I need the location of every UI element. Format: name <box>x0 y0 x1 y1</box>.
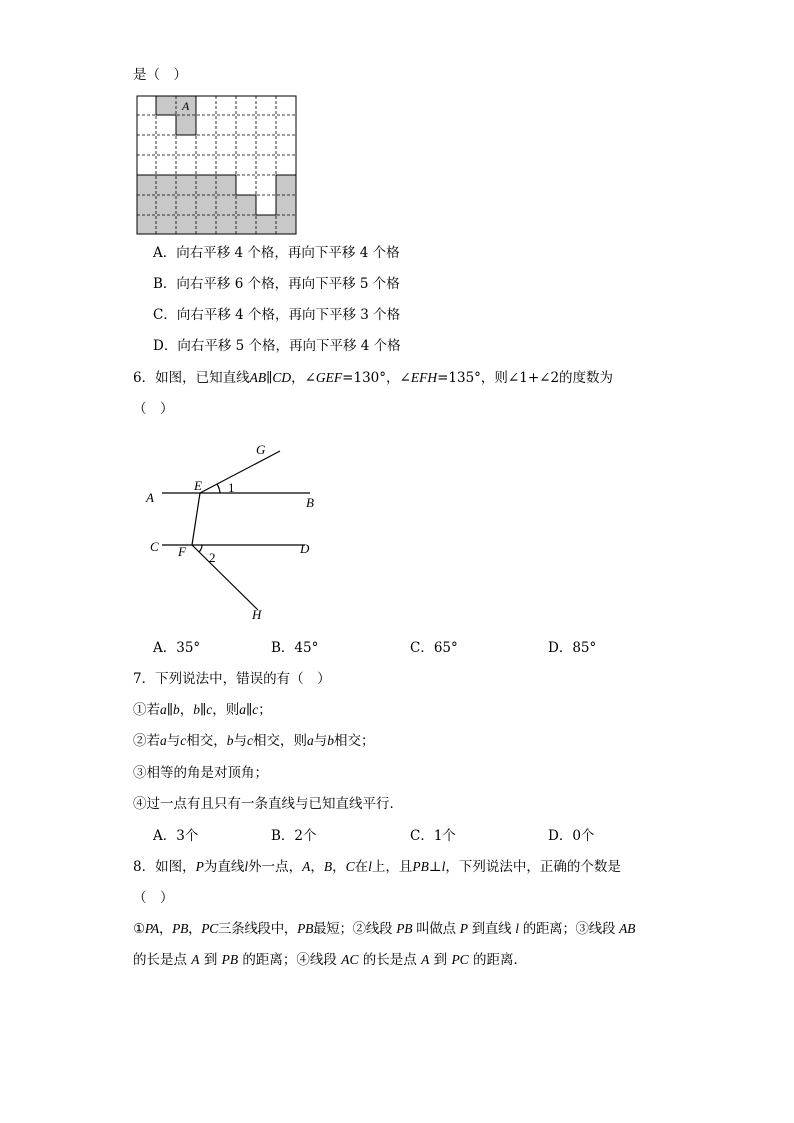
segment-fh <box>192 545 258 610</box>
label-f: F <box>178 544 186 559</box>
q5-option-a[interactable]: A．向右平移 4 个格，再向下平移 4 个格 <box>153 245 400 261</box>
q7-option-a[interactable]: A．3个 <box>153 828 199 844</box>
q7-stem: 7．下列说法中，错误的有（ ） <box>133 671 331 687</box>
q6-option-b[interactable]: B．45° <box>271 640 319 656</box>
label-a: A <box>146 490 154 505</box>
label-b: B <box>306 495 314 510</box>
angle-1-arc <box>217 484 220 493</box>
label-g: G <box>256 442 266 457</box>
q6-option-d[interactable]: D．85° <box>548 640 597 656</box>
translation-grid-figure <box>136 95 298 235</box>
label-angle-2: 2 <box>209 550 216 565</box>
q6-option-c[interactable]: C．65° <box>410 640 458 656</box>
q5-option-b[interactable]: B．向右平移 6 个格，再向下平移 5 个格 <box>153 276 400 292</box>
segment-eg <box>200 451 280 493</box>
q6-stem: 6．如图，已知直线AB∥CD，∠GEF=130°，∠EFH=135°，则∠1+∠2的度数为 <box>133 370 614 386</box>
q6-option-a[interactable]: A．35° <box>153 640 201 656</box>
angle-2-arc <box>199 545 202 552</box>
target-region <box>137 175 296 234</box>
label-e: E <box>194 478 202 493</box>
q7-statement-3: ③相等的角是对顶角； <box>133 765 268 781</box>
label-c: C <box>150 539 159 554</box>
segment-ef <box>192 493 200 545</box>
parallel-lines-figure <box>140 438 340 628</box>
label-d: D <box>300 541 310 556</box>
grid-label-a: A <box>182 99 190 113</box>
label-angle-1: 1 <box>228 480 235 495</box>
q7-statement-1: ①若a∥b，b∥c，则a∥c； <box>133 702 272 718</box>
q5-option-c[interactable]: C．向右平移 4 个格，再向下平移 3 个格 <box>153 307 401 323</box>
label-h: H <box>252 607 262 622</box>
q8-statements-line-2: 的长是点 A 到 PB 的距离；④线段 AC 的长是点 A 到 PC 的距离． <box>133 952 527 968</box>
q7-option-c[interactable]: C．1个 <box>410 828 456 844</box>
q7-statement-2: ②若a与c相交，b与c相交，则a与b相交； <box>133 733 375 749</box>
q8-paren: （ ） <box>133 890 174 906</box>
q5-option-d[interactable]: D．向右平移 5 个格，再向下平移 4 个格 <box>153 338 401 354</box>
q7-option-d[interactable]: D．0个 <box>548 828 595 844</box>
q8-statements-line-1: ①PA，PB，PC三条线段中，PB最短；②线段 PB 叫做点 P 到直线 l 的距离；③线段 AB <box>133 921 636 937</box>
q5-stem-tail: 是（ ） <box>133 67 187 83</box>
q6-paren: （ ） <box>133 401 174 417</box>
q7-statement-4: ④过一点有且只有一条直线与已知直线平行． <box>133 796 403 812</box>
q7-option-b[interactable]: B．2个 <box>271 828 317 844</box>
q8-stem: 8．如图，P为直线l外一点，A，B，C在l上，且PB⊥l，下列说法中，正确的个数是 <box>133 859 621 875</box>
